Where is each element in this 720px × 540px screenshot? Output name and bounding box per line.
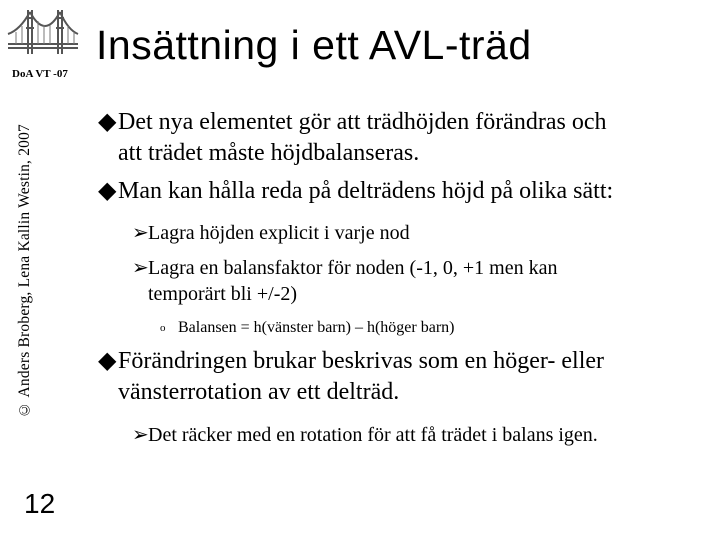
slide-title: Insättning i ett AVL-träd: [96, 22, 532, 68]
sub-bullet-text-cont: temporärt bli +/-2): [148, 283, 298, 305]
bullet-1: [98, 107, 606, 169]
bullet-text-cont: att trädet måste höjdbalanseras.: [118, 140, 420, 166]
slide-number: 12: [24, 488, 56, 519]
sub-bullet-2: [132, 255, 557, 307]
sub-sub-bullet-1: [160, 318, 454, 338]
sub-bullet-text: Lagra en balansfaktor för noden (-1, 0, +1 men kan: [148, 257, 558, 279]
bullet-marker: ◆: [98, 109, 117, 135]
bullet-text: Förändringen brukar beskrivas som en höger- eller: [118, 348, 605, 374]
bullet-3: [98, 346, 604, 408]
arrow-marker-icon: ➢: [132, 257, 149, 279]
copyright-text: © Anders Broberg, Lena Kallin Westin, 2007: [16, 124, 33, 418]
bullet-marker: ◆: [98, 178, 117, 204]
bullet-text-cont: vänsterrotation av ett delträd.: [118, 379, 400, 405]
bullet-marker: ◆: [98, 348, 117, 374]
copyright-notice: [12, 78, 38, 464]
course-code: DoA VT -07: [12, 68, 68, 80]
arrow-marker-icon: ➢: [132, 222, 149, 244]
sub-bullet-3: [132, 422, 598, 448]
circle-marker: o: [160, 322, 166, 334]
bridge-logo: [6, 4, 80, 64]
bullet-text: Man kan hålla reda på delträdens höjd på olika sätt:: [118, 178, 614, 204]
sub-bullet-text: Lagra höjden explicit i varje nod: [148, 222, 410, 244]
sub-sub-bullet-text: Balansen = h(vänster barn) – h(höger barn): [178, 319, 455, 336]
bullet-text: Det nya elementet gör att trädhöjden förändras och: [118, 109, 607, 135]
arrow-marker-icon: ➢: [132, 424, 149, 446]
sub-bullet-1: [132, 220, 410, 246]
sub-bullet-text: Det räcker med en rotation för att få trädet i balans igen.: [148, 424, 598, 446]
bullet-2: [98, 176, 613, 207]
